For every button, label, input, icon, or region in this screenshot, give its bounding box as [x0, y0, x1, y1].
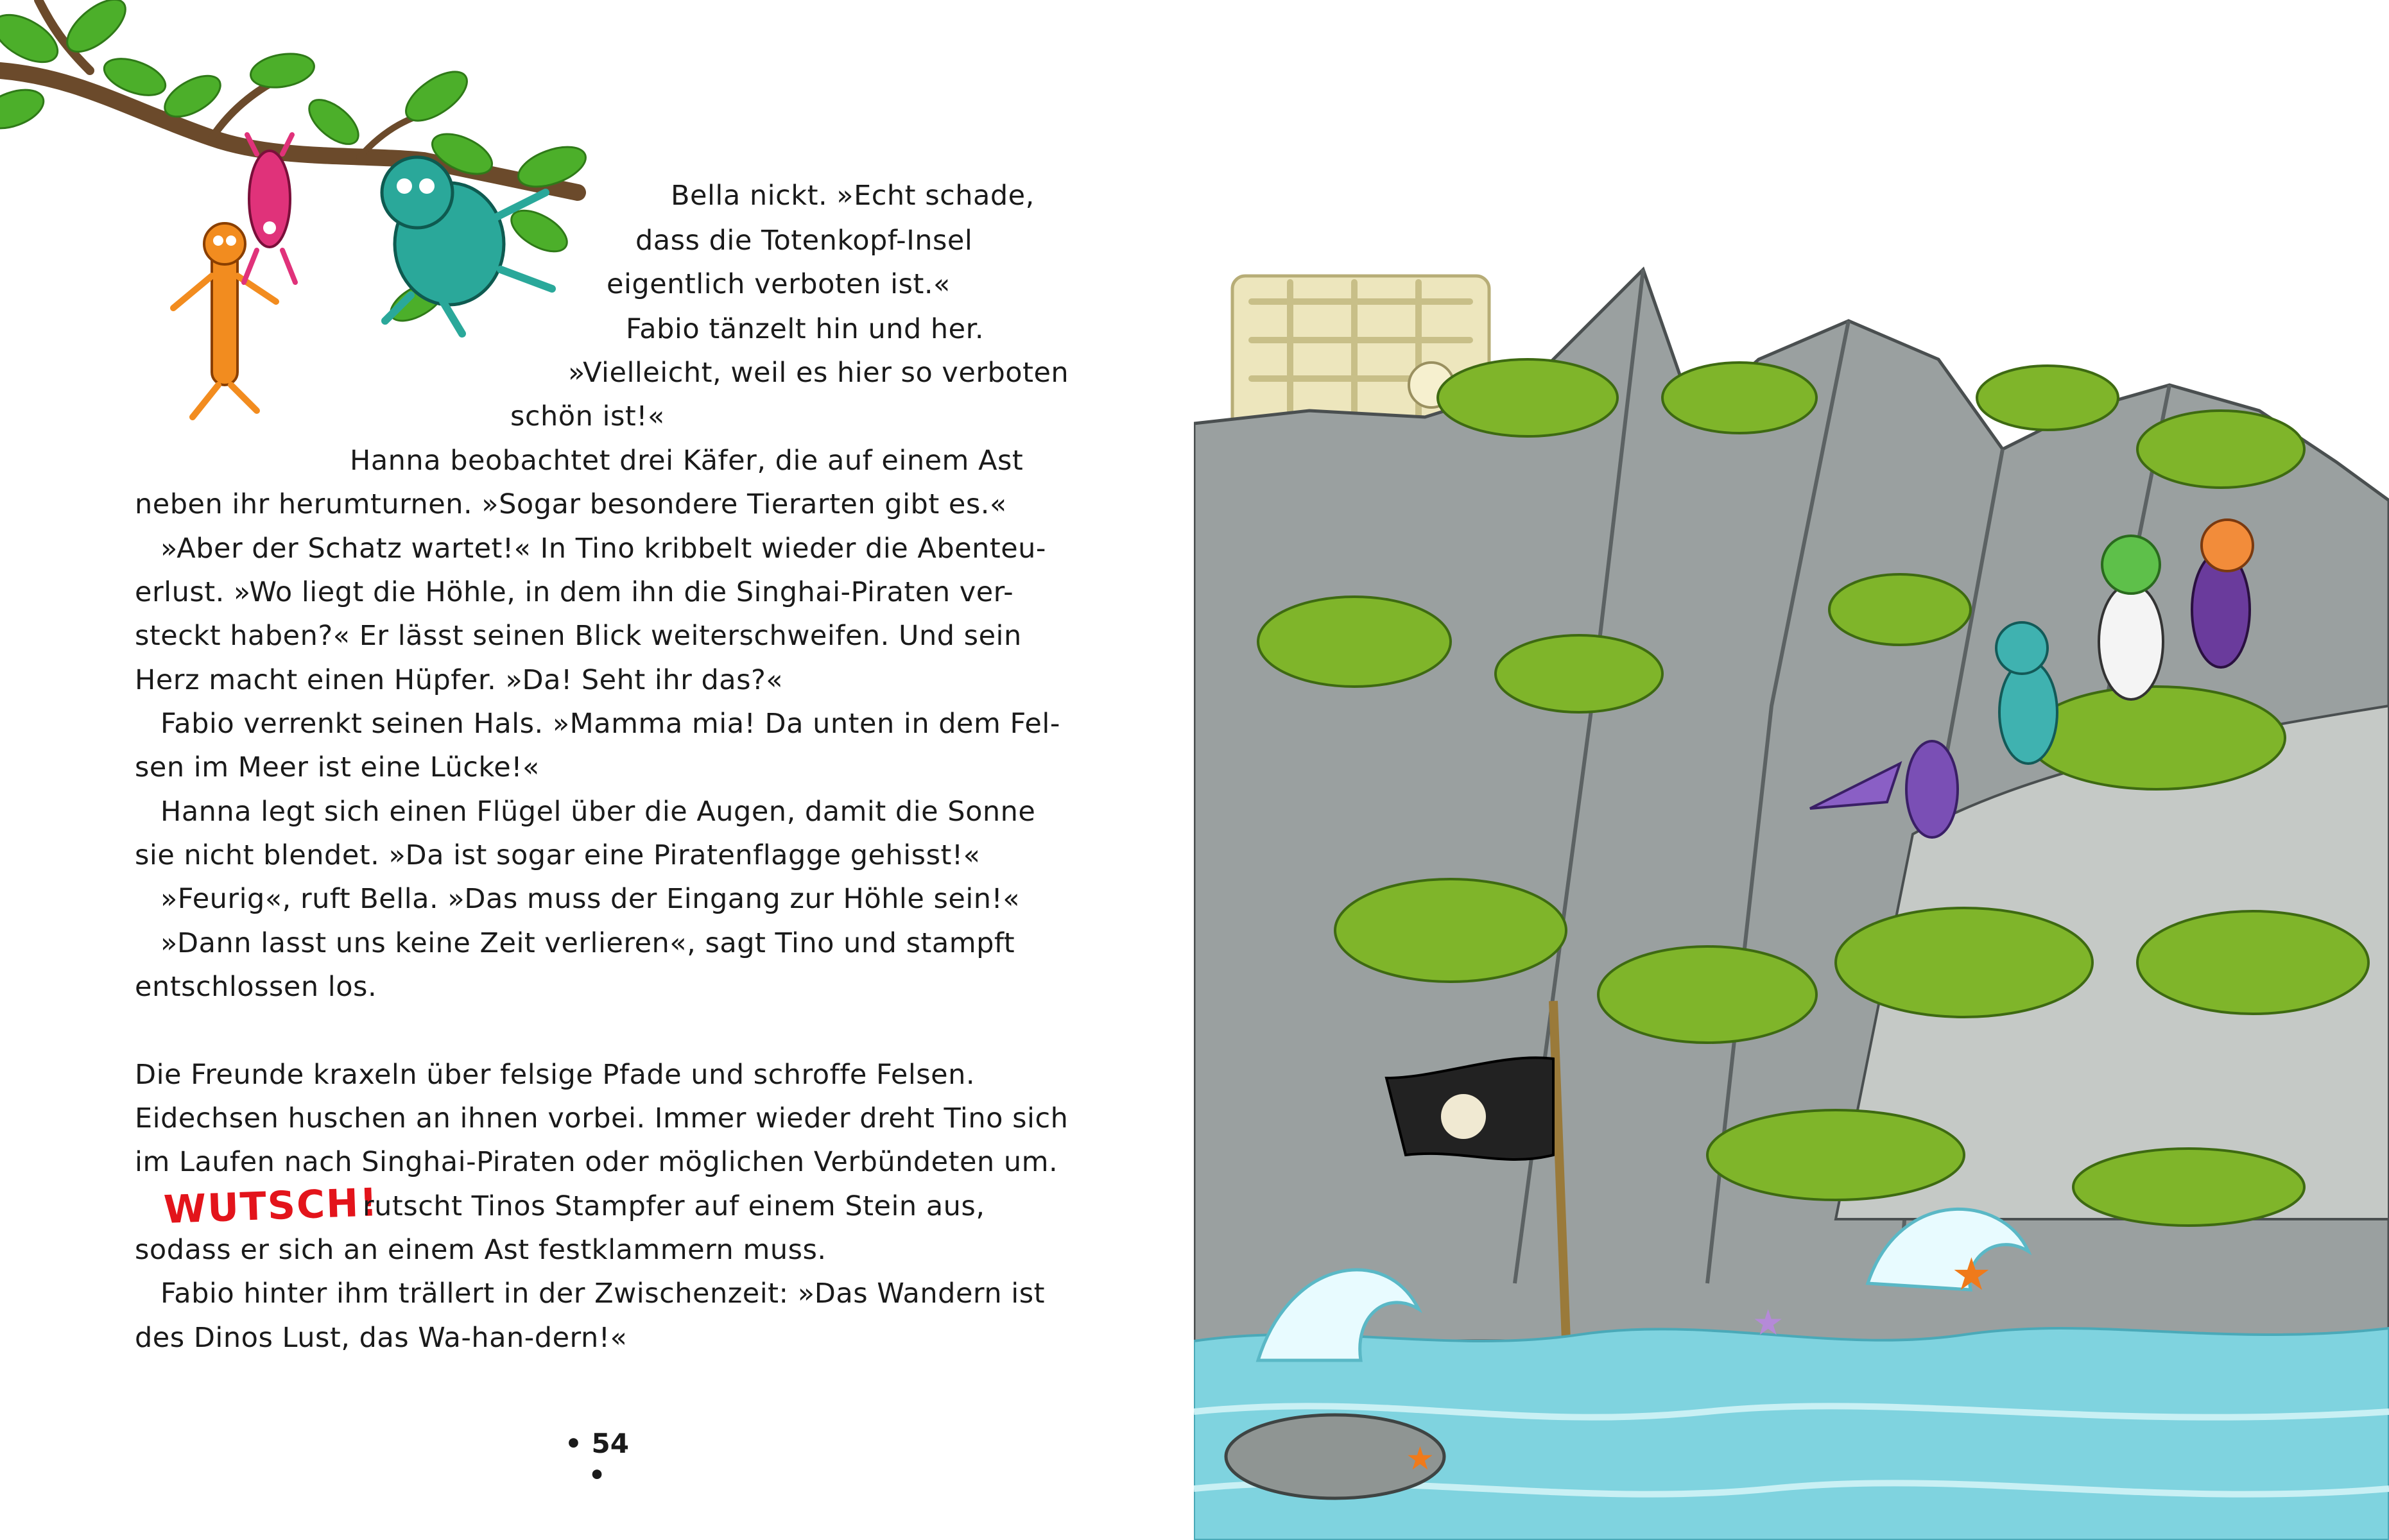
- text-line: Hanna legt sich einen Flügel über die Augen, damit die Sonne: [160, 796, 1036, 828]
- text-line: »Dann lasst uns keine Zeit verlieren«, sagt Tino und stampft: [160, 927, 1015, 959]
- text-line: schön ist!«: [510, 400, 665, 432]
- text-line: sodass er sich an einem Ast festklammern muss.: [135, 1234, 827, 1266]
- page-number: • 54 •: [565, 1428, 629, 1491]
- branch-icon: [0, 71, 578, 193]
- text-line: eigentlich verboten ist.«: [607, 268, 951, 300]
- text-line: dass die Totenkopf-Insel: [635, 225, 973, 257]
- text-line: des Dinos Lust, das Wa-han-dern!«: [135, 1322, 628, 1354]
- text-line: erlust. »Wo liegt die Höhle, in dem ihn die Singhai-Piraten ver-: [135, 576, 1014, 608]
- right-page: [1194, 0, 2389, 1540]
- text-line: »Feurig«, ruft Bella. »Das muss der Eingang zur Höhle sein!«: [160, 883, 1021, 915]
- text-line: Fabio hinter ihm trällert in der Zwischenzeit: »Das Wandern ist: [160, 1278, 1045, 1310]
- starfish-icon: ★: [1752, 1302, 1784, 1343]
- text-line: Fabio verrenkt seinen Hals. »Mamma mia! Da unten in dem Fel-: [160, 708, 1060, 740]
- orange-worm-character-icon: [173, 223, 276, 417]
- text-line: Fabio tänzelt hin und her.: [626, 313, 985, 345]
- text-line: »Vielleicht, weil es hier so verboten: [568, 357, 1069, 389]
- text-line: entschlossen los.: [135, 971, 377, 1003]
- starfish-icon: ★: [1951, 1248, 1992, 1301]
- island-illustration: [1194, 0, 2389, 1540]
- text-line: Bella nickt. »Echt schade,: [671, 180, 1035, 212]
- text-line: Herz macht einen Hüpfer. »Da! Seht ihr das?«: [135, 664, 784, 696]
- sound-effect-wutsch: WUTSCH!: [162, 1180, 379, 1233]
- text-line: Eidechsen huschen an ihnen vorbei. Immer wieder dreht Tino sich: [135, 1102, 1069, 1134]
- text-line: »Aber der Schatz wartet!« In Tino kribbelt wieder die Abenteu-: [160, 533, 1046, 565]
- text-line: sen im Meer ist eine Lücke!«: [135, 751, 540, 783]
- text-line: Die Freunde kraxeln über felsige Pfade und schroffe Felsen.: [135, 1059, 976, 1091]
- starfish-icon: ★: [1406, 1440, 1435, 1477]
- text-line: im Laufen nach Singhai-Piraten oder möglichen Verbündeten um.: [135, 1146, 1058, 1178]
- text-line: neben ihr herumturnen. »Sogar besondere Tierarten gibt es.«: [135, 488, 1007, 520]
- text-line: rutscht Tinos Stampfer auf einem Stein aus,: [363, 1190, 985, 1222]
- text-line: Hanna beobachtet drei Käfer, die auf einem Ast: [350, 445, 1024, 477]
- left-page: [0, 0, 1194, 1540]
- text-line: steckt haben?« Er lässt seinen Blick weiterschweifen. Und sein: [135, 620, 1022, 652]
- text-line: sie nicht blendet. »Da ist sogar eine Piratenflagge gehisst!«: [135, 839, 981, 871]
